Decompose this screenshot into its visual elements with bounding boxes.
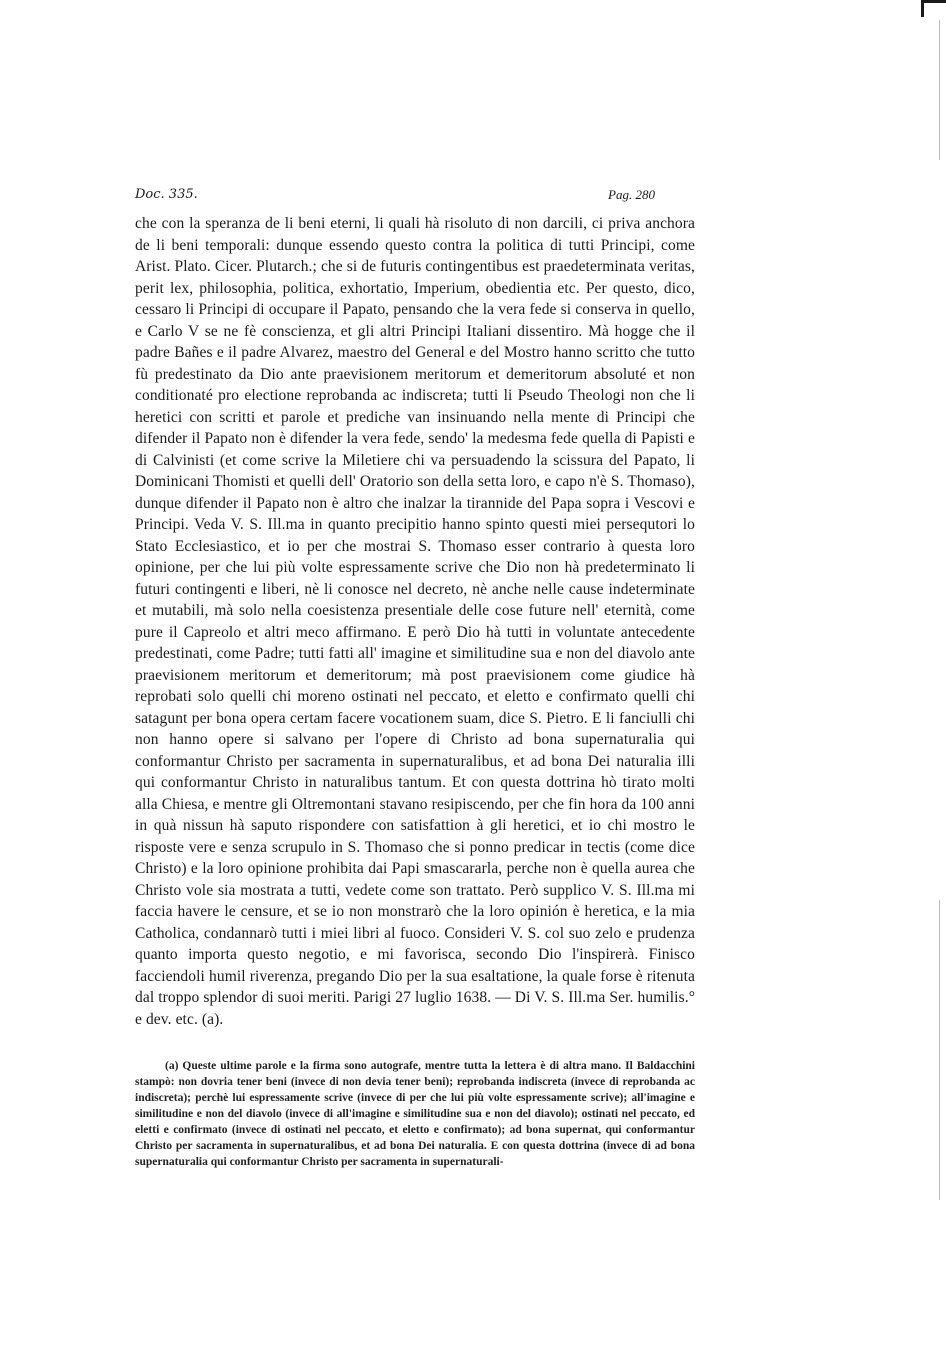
body-paragraph: che con la speranza de li beni eterni, li quali hà risoluto di non darcili, ci priva anchora de li beni temporali: dunque essendo questo contra la politica di tutti Principi, come Arist. Plato. Cicer. Plutarch.; che si de futuris contingentibus est praedeterminata veritas, perit lex, philosophia, politica, exhortatio, Imperium, obedientia etc. Per questo, dico, cessaro li Principi di occupare il Papato, pensando che la vera fede si conserva in quello, e Carlo V se ne fè conscienza, et gli altri Principi Italiani dissentiro. Mà hogge che il padre Bañes e il padre Alvarez, maestro del General e del Mostro hanno scritto che tutto fù predestinato da Dio ante praevisionem meritorum et demeritorum absoluté et non conditionaté pro electione reprobanda ac indiscreta; tutti li Pseudo Theologi non che li heretici con scritti et parole et prediche van insinuando nella mente di Principi che difender il Papato non è difender la vera fede, sendo' la medesma fede quella di Papisti e di Calvinisti (et come scrive la Miletiere chi va persuadendo la scissura del Papato, li Dominicani Thomisti et quelli dell' Oratorio son della setta loro, e capo n'è S. Thomaso), dunque difender il Papato non è altro che inalzar la tirannide del Papa sopra i Vescovi e Principi. Veda V. S. Ill.ma in quanto precipitio hanno spinto questi miei persequtori lo Stato Ecclesiastico, et io per che mostrai S. Thomaso esser contrario à questa loro opinione, per che lui più volte espressamente scrive che Dio non hà predeterminato li futuri contingenti e liberi, nè li conosce nel decreto, nè anche nelle cause indeterminate et mutabili, mà solo nella coesistenza presentiale delle cose future nell' eternità, come pure il Capreolo et altri meco affirmano. E però Dio hà tutti in voluntate antecedente predestinati, come Padre; tutti fatti all' imagine et similitudine sua e non del diavolo ante praevisionem meritorum et demeritorum; mà post praevisionem come giudice hà reprobati solo quelli chi moreno ostinati nel peccato, et eletto e confirmato quelli chi satagunt per bona opera certam facere vocationem suam, dice S. Pietro. E li fanciulli chi non hanno opere si salvano per l'opere di Christo ad bona supernaturalia qui conformantur Christo per sacramenta in supernaturalibus, et ad bona Dei naturalia illi qui conformantur Christo in naturalibus tantum. Et con questa dottrina hò tirato molti alla Chiesa, e mentre gli Oltremontani stavano resipiscendo, per che fin hora da 100 anni in quà nissun hà saputo rispondere con satisfattion à gli heretici, et io chi mostro le risposte vere e senza scrupulo in S. Thomaso che si ponno predicar in tectis (come dice Christo) e la loro opinione prohibita dai Papi smascararla, perche non è quella aurea che Christo vole sia mostrata a tutti, vedete come son trattato. Però supplico V. S. Ill.ma mi faccia havere le censure, et se io non monstrarò che la loro opinión è heretica, e la mia Catholica, condannarò tutti i miei libri al fuoco. Consideri V. S. col suo zelo e prudenza quanto importa questo negotio, e mi favorisca, secondo Dio l'inspirerà. Finisco facciendoli humil riverenza, pregando Dio per la sua esaltatione, la quale forse è ritenuta dal troppo splendor di suoi meriti. Parigi 27 luglio 1638. — Di V. S. Ill.ma Ser. humilis.° e dev. etc. (a). <box>135 215 695 1028</box>
letter-body <box>135 213 695 1030</box>
document-number: Doc. 335. <box>135 187 198 202</box>
footnote-a: (a) Queste ultime parole e la firma sono autografe, mentre tutta la lettera è di altra mano. Il Baldacchini stampò: non dovria tener beni (invece di non devia tener beni); reprobanda indiscreta (invece di reprobanda ac indiscreta); perchè lui espressamente scrive (invece di per che lui più volte espressamente scrive); all'imagine e similitudine e non del diavolo (invece di all'imagine e similitudine sua e non del diavolo); ostinati nel peccato, ed eletti e confirmato (invece di ostinati nel peccato, et eletto e confirmato); ad bona supernat, qui conformantur Christo per sacramenta in supernaturalibus, et ad bona Dei naturalia. E con questa dottrina (invece di ad bona supernaturalia qui conformantur Christo per sacramenta in supernaturali- <box>135 1060 695 1168</box>
scan-crop-mark <box>921 0 946 17</box>
running-header <box>135 187 695 203</box>
footnote-section <box>135 1058 695 1170</box>
page-number: Pag. 280 <box>608 187 655 202</box>
document-page <box>135 187 695 1170</box>
scan-edge-line <box>939 20 940 160</box>
scan-edge-line <box>939 900 940 1200</box>
